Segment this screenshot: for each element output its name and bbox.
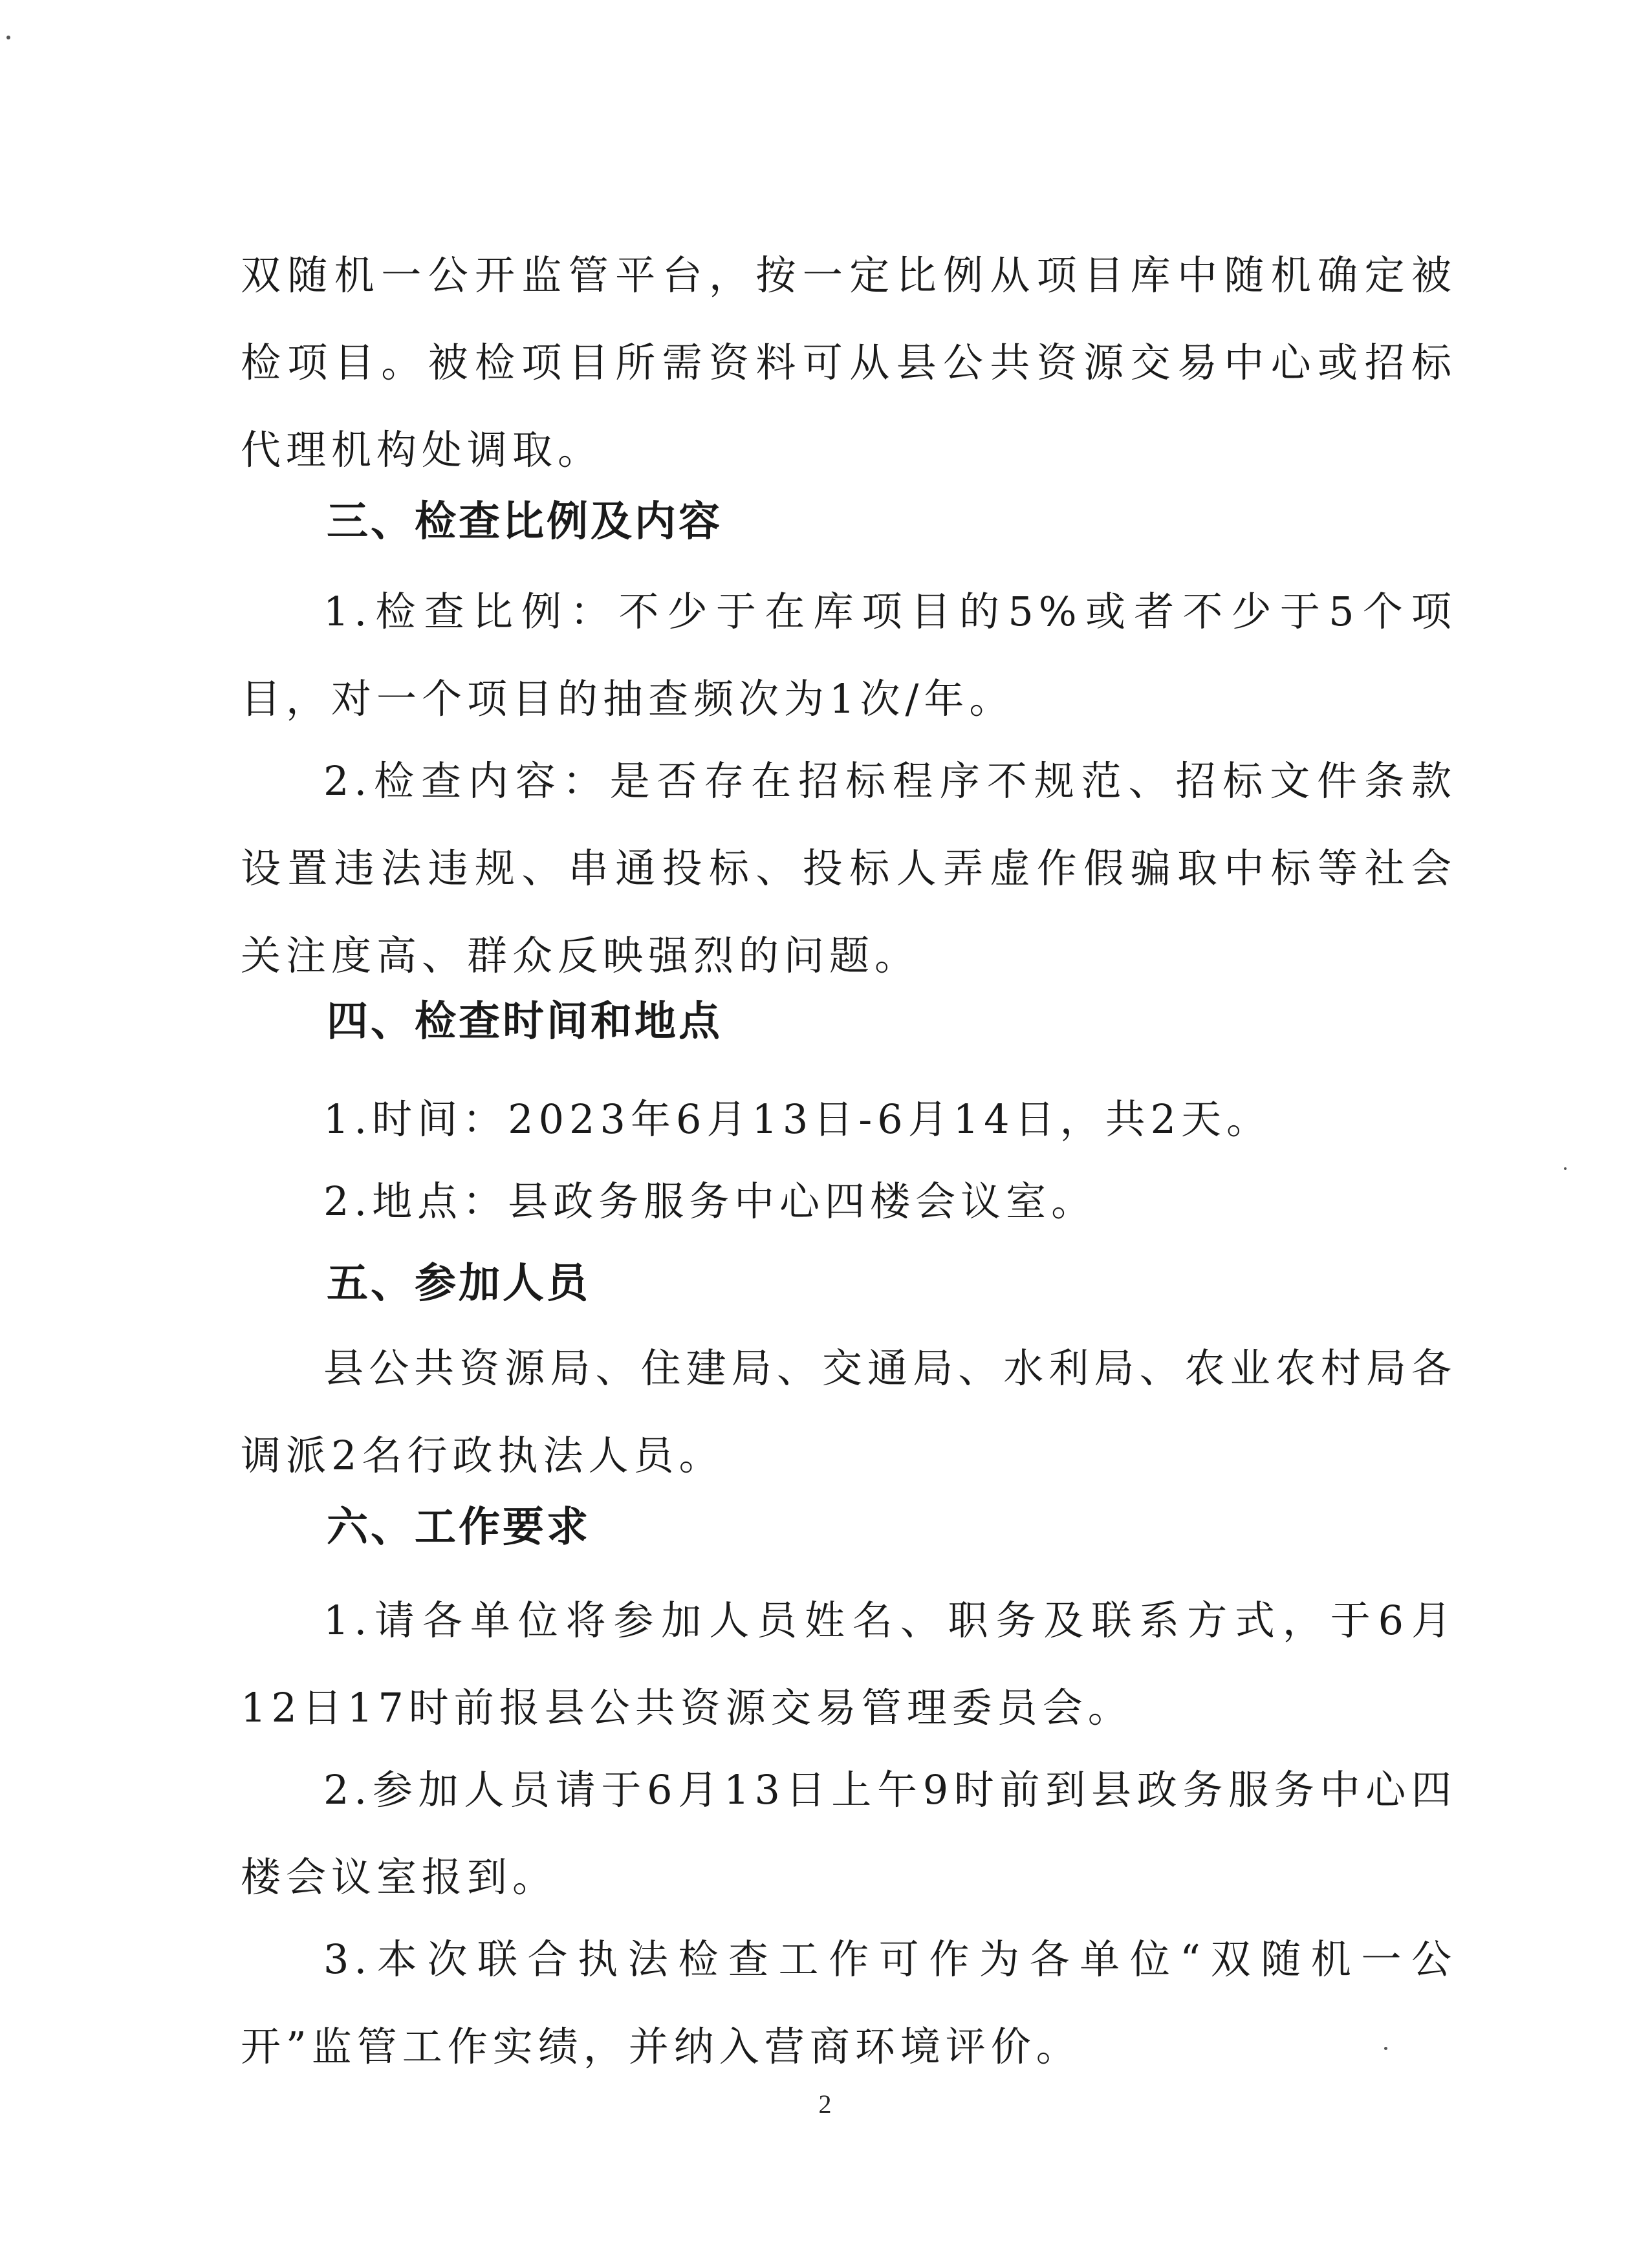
paragraph-requirement-1: 1.请各单位将参加人员姓名、职务及联系方式，于6月12日17时前报县公共资源交易管理委员会。 [241,1597,1457,1731]
section-heading-3: 三、检查比例及内容 [327,498,722,546]
section-heading-6: 六、工作要求 [327,1504,591,1551]
scan-speck [6,36,10,39]
page-number: 2 [818,2090,832,2119]
scan-speck [1384,2047,1387,2050]
paragraph-requirement-2: 2.参加人员请于6月13日上午9时前到县政务服务中心四楼会议室报到。 [241,1766,1457,1901]
paragraph-requirement-3: 3.本次联合执法检查工作可作为各单位“双随机一公开”监管工作实绩，并纳入营商环境评价。 [241,1936,1457,2070]
paragraph-time: 1.时间：2023年6月13日-6月14日，共2天。 [323,1096,1272,1143]
paragraph-participants: 县公共资源局、住建局、交通局、水利局、农业农村局各调派2名行政执法人员。 [241,1345,1457,1479]
section-heading-4: 四、检查时间和地点 [327,998,722,1046]
paragraph-inspection-content: 2.检查内容：是否存在招标程序不规范、招标文件条款设置违法违规、串通投标、投标人弄虚作假骗取中标等社会关注度高、群众反映强烈的问题。 [241,757,1457,979]
section-heading-5: 五、参加人员 [327,1260,591,1308]
paragraph-location: 2.地点：县政务服务中心四楼会议室。 [323,1178,1097,1225]
paragraph-inspection-ratio: 1.检查比例：不少于在库项目的5%或者不少于5个项目，对一个项目的抽查频次为1次/年。 [241,588,1457,722]
scan-speck [1564,1167,1567,1170]
continuation-paragraph: 双随机一公开监管平台，按一定比例从项目库中随机确定被检项目。被检项目所需资料可从县公共资源交易中心或招标代理机构处调取。 [241,252,1457,473]
